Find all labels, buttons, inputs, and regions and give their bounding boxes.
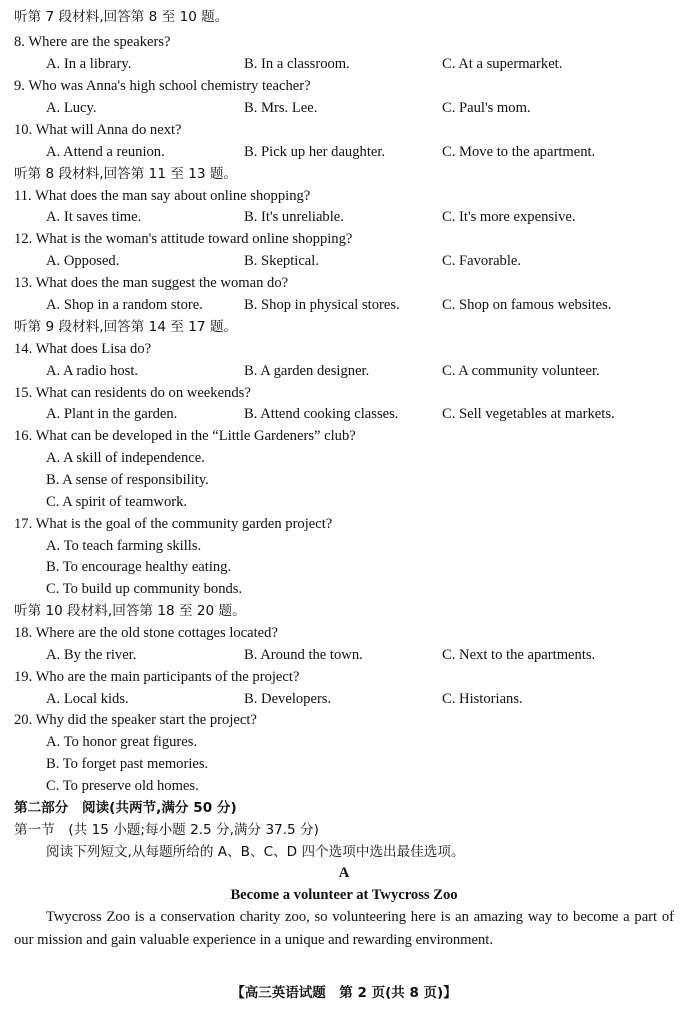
option-19c: C. Historians. [442,691,523,707]
section-7-instruction: 听第 7 段材料,回答第 8 至 10 题。 [14,9,229,25]
question-16: 16. What can be developed in the “Little Gardeners” club? [14,428,356,444]
option-8a: A. In a library. [46,56,132,72]
question-20: 20. Why did the speaker start the project? [14,712,257,728]
part-two-heading: 第二部分 阅读(共两节,满分 50 分) [14,800,237,816]
question-14: 14. What does Lisa do? [14,341,152,357]
option-9b: B. Mrs. Lee. [244,100,318,116]
question-15: 15. What can residents do on weekends? [14,385,251,401]
option-20a: A. To honor great figures. [46,734,198,750]
option-20b: B. To forget past memories. [46,756,209,772]
section-10-instruction: 听第 10 段材料,回答第 18 至 20 题。 [14,603,246,619]
option-19b: B. Developers. [244,691,332,707]
question-19: 19. Who are the main participants of the project? [14,669,300,685]
option-9c: C. Paul's mom. [442,100,531,116]
option-18b: B. Around the town. [244,647,363,663]
option-12b: B. Skeptical. [244,253,319,269]
option-13c: C. Shop on famous websites. [442,297,612,313]
option-17b: B. To encourage healthy eating. [46,559,232,575]
option-16b: B. A sense of responsibility. [46,472,209,488]
option-8c: C. At a supermarket. [442,56,563,72]
option-11a: A. It saves time. [46,209,142,225]
option-8b: B. In a classroom. [244,56,350,72]
question-17: 17. What is the goal of the community garden project? [14,516,333,532]
option-13a: A. Shop in a random store. [46,297,203,313]
option-12a: A. Opposed. [46,253,120,269]
option-9a: A. Lucy. [46,100,97,116]
option-10c: C. Move to the apartment. [442,144,596,160]
option-17a: A. To teach farming skills. [46,538,202,554]
option-15c: C. Sell vegetables at markets. [442,406,615,422]
section-9-instruction: 听第 9 段材料,回答第 14 至 17 题。 [14,319,238,335]
passage-paragraph: Twycross Zoo is a conservation charity zoo, so volunteering here is an amazing way to become a part of our mission and gain valuable experience in a unique and rewarding environment. [14,909,674,948]
option-14a: A. A radio host. [46,363,139,379]
option-10a: A. Attend a reunion. [46,144,165,160]
reading-instruction: 阅读下列短文,从每题所给的 A、B、C、D 四个选项中选出最佳选项。 [46,844,465,860]
section-8-instruction: 听第 8 段材料,回答第 11 至 13 题。 [14,166,238,182]
option-13b: B. Shop in physical stores. [244,297,400,313]
option-18c: C. Next to the apartments. [442,647,596,663]
option-10b: B. Pick up her daughter. [244,144,386,160]
option-15b: B. Attend cooking classes. [244,406,399,422]
passage-letter: A [338,865,350,881]
question-11: 11. What does the man say about online shopping? [14,188,311,204]
option-14b: B. A garden designer. [244,363,370,379]
option-16a: A. A skill of independence. [46,450,205,466]
option-14c: C. A community volunteer. [442,363,600,379]
question-10: 10. What will Anna do next? [14,122,182,138]
option-11b: B. It's unreliable. [244,209,344,225]
passage-title: Become a volunteer at Twycross Zoo [230,887,458,903]
question-9: 9. Who was Anna's high school chemistry teacher? [14,78,311,94]
question-18: 18. Where are the old stone cottages located? [14,625,278,641]
option-12c: C. Favorable. [442,253,522,269]
page-footer: 【高三英语试题 第 2 页(共 8 页)】 [231,985,457,1001]
option-19a: A. Local kids. [46,691,129,707]
option-17c: C. To build up community bonds. [46,581,243,597]
question-8: 8. Where are the speakers? [14,34,171,50]
question-13: 13. What does the man suggest the woman do? [14,275,289,291]
option-18a: A. By the river. [46,647,137,663]
option-20c: C. To preserve old homes. [46,778,199,794]
option-15a: A. Plant in the garden. [46,406,178,422]
section-one-heading: 第一节 (共 15 小题;每小题 2.5 分,满分 37.5 分) [14,822,319,838]
question-12: 12. What is the woman's attitude toward online shopping? [14,231,353,247]
option-11c: C. It's more expensive. [442,209,576,225]
option-16c: C. A spirit of teamwork. [46,494,188,510]
